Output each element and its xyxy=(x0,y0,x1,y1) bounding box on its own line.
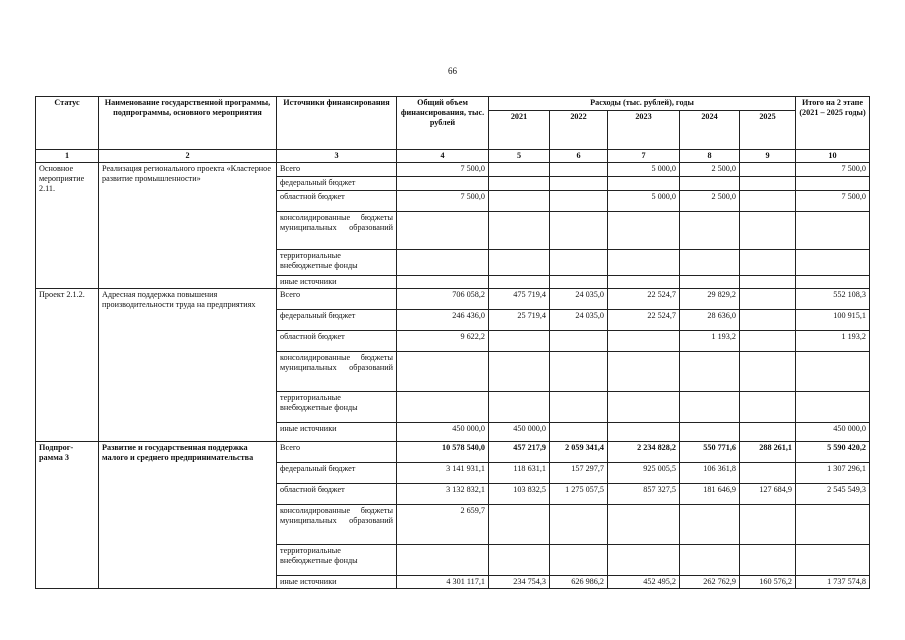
source-label: консолидированные бюджеты муниципальных образований xyxy=(277,212,397,250)
y2023-cell xyxy=(608,250,680,276)
page-number: 66 xyxy=(448,66,457,76)
stage-total-cell xyxy=(796,505,870,545)
y2021-cell xyxy=(489,250,550,276)
group-status: Проект 2.1.2. xyxy=(36,289,99,442)
source-label: консолидированные бюджеты муниципальных образований xyxy=(277,352,397,392)
source-label: Всего xyxy=(277,289,397,310)
y2022-cell xyxy=(550,191,608,212)
y2022-cell: 2 059 341,4 xyxy=(550,442,608,463)
y2024-cell: 1 193,2 xyxy=(680,331,740,352)
y2021-cell: 234 754,3 xyxy=(489,576,550,589)
header-year-2023: 2023 xyxy=(608,111,680,150)
y2022-cell xyxy=(550,250,608,276)
col-number: 4 xyxy=(397,150,489,163)
stage-total-cell xyxy=(796,545,870,576)
y2021-cell xyxy=(489,276,550,289)
y2022-cell xyxy=(550,212,608,250)
total-cell xyxy=(397,276,489,289)
col-number: 6 xyxy=(550,150,608,163)
stage-total-cell: 1 193,2 xyxy=(796,331,870,352)
stage-total-cell: 7 500,0 xyxy=(796,191,870,212)
total-cell: 3 132 832,1 xyxy=(397,484,489,505)
y2024-cell: 28 636,0 xyxy=(680,310,740,331)
y2022-cell: 1 275 057,5 xyxy=(550,484,608,505)
y2025-cell: 160 576,2 xyxy=(740,576,796,589)
col-number: 7 xyxy=(608,150,680,163)
total-cell: 246 436,0 xyxy=(397,310,489,331)
y2021-cell: 118 631,1 xyxy=(489,463,550,484)
y2025-cell xyxy=(740,250,796,276)
y2022-cell: 24 035,0 xyxy=(550,289,608,310)
stage-total-cell xyxy=(796,392,870,423)
y2024-cell xyxy=(680,545,740,576)
y2023-cell xyxy=(608,545,680,576)
total-cell: 9 622,2 xyxy=(397,331,489,352)
stage-total-cell: 5 590 420,2 xyxy=(796,442,870,463)
y2024-cell: 262 762,9 xyxy=(680,576,740,589)
header-year-2021: 2021 xyxy=(489,111,550,150)
group-name: Развитие и государственная поддержка малого и среднего предпринимательства xyxy=(99,442,277,589)
y2023-cell xyxy=(608,331,680,352)
y2023-cell: 5 000,0 xyxy=(608,191,680,212)
source-label: территориальные внебюджетные фонды xyxy=(277,250,397,276)
stage-total-cell xyxy=(796,352,870,392)
total-cell xyxy=(397,392,489,423)
y2024-cell: 2 500,0 xyxy=(680,163,740,177)
y2024-cell xyxy=(680,177,740,191)
y2023-cell xyxy=(608,423,680,442)
y2023-cell xyxy=(608,392,680,423)
col-number: 5 xyxy=(489,150,550,163)
y2023-cell: 452 495,2 xyxy=(608,576,680,589)
total-cell: 7 500,0 xyxy=(397,163,489,177)
y2022-cell xyxy=(550,331,608,352)
y2022-cell xyxy=(550,352,608,392)
y2023-cell xyxy=(608,177,680,191)
table-row xyxy=(36,289,870,310)
y2021-cell xyxy=(489,545,550,576)
y2023-cell xyxy=(608,276,680,289)
y2022-cell xyxy=(550,423,608,442)
y2024-cell: 2 500,0 xyxy=(680,191,740,212)
y2021-cell xyxy=(489,177,550,191)
col-number: 1 xyxy=(36,150,99,163)
y2025-cell xyxy=(740,212,796,250)
header-expenses: Расходы (тыс. рублей), годы xyxy=(489,97,796,111)
y2023-cell xyxy=(608,505,680,545)
y2024-cell: 106 361,8 xyxy=(680,463,740,484)
y2025-cell xyxy=(740,545,796,576)
y2022-cell xyxy=(550,163,608,177)
y2023-cell: 22 524,7 xyxy=(608,310,680,331)
header-stage-total: Итого на 2 этапе (2021 – 2025 годы) xyxy=(796,97,870,150)
y2025-cell: 288 261,1 xyxy=(740,442,796,463)
y2023-cell: 857 327,5 xyxy=(608,484,680,505)
financing-table xyxy=(35,96,870,589)
total-cell: 3 141 931,1 xyxy=(397,463,489,484)
col-number: 10 xyxy=(796,150,870,163)
y2025-cell xyxy=(740,505,796,545)
source-label: федеральный бюджет xyxy=(277,463,397,484)
group-name: Адресная поддержка повышения производительности труда на предприятиях xyxy=(99,289,277,442)
y2024-cell: 29 829,2 xyxy=(680,289,740,310)
y2025-cell xyxy=(740,163,796,177)
table-row xyxy=(36,442,870,463)
y2022-cell: 626 986,2 xyxy=(550,576,608,589)
y2024-cell xyxy=(680,212,740,250)
y2021-cell: 103 832,5 xyxy=(489,484,550,505)
y2021-cell xyxy=(489,505,550,545)
y2024-cell xyxy=(680,392,740,423)
source-label: Всего xyxy=(277,442,397,463)
y2021-cell xyxy=(489,352,550,392)
y2024-cell xyxy=(680,250,740,276)
stage-total-cell xyxy=(796,177,870,191)
total-cell xyxy=(397,352,489,392)
header-year-2024: 2024 xyxy=(680,111,740,150)
y2024-cell xyxy=(680,505,740,545)
y2025-cell xyxy=(740,191,796,212)
y2023-cell: 925 005,5 xyxy=(608,463,680,484)
source-label: Всего xyxy=(277,163,397,177)
header-year-2022: 2022 xyxy=(550,111,608,150)
y2021-cell xyxy=(489,191,550,212)
y2022-cell xyxy=(550,276,608,289)
stage-total-cell xyxy=(796,212,870,250)
stage-total-cell: 7 500,0 xyxy=(796,163,870,177)
y2024-cell: 550 771,6 xyxy=(680,442,740,463)
y2023-cell: 22 524,7 xyxy=(608,289,680,310)
y2025-cell xyxy=(740,177,796,191)
source-label: федеральный бюджет xyxy=(277,310,397,331)
y2023-cell: 2 234 828,2 xyxy=(608,442,680,463)
stage-total-cell: 450 000,0 xyxy=(796,423,870,442)
stage-total-cell xyxy=(796,250,870,276)
y2025-cell xyxy=(740,289,796,310)
y2021-cell: 457 217,9 xyxy=(489,442,550,463)
y2023-cell: 5 000,0 xyxy=(608,163,680,177)
y2021-cell xyxy=(489,212,550,250)
source-label: федеральный бюджет xyxy=(277,177,397,191)
y2023-cell xyxy=(608,212,680,250)
header-year-2025: 2025 xyxy=(740,111,796,150)
y2021-cell: 450 000,0 xyxy=(489,423,550,442)
source-label: областной бюджет xyxy=(277,484,397,505)
y2021-cell: 25 719,4 xyxy=(489,310,550,331)
source-label: территориальные внебюджетные фонды xyxy=(277,545,397,576)
header-status: Статус xyxy=(36,97,99,150)
y2025-cell xyxy=(740,423,796,442)
source-label: иные источники xyxy=(277,576,397,589)
source-label: областной бюджет xyxy=(277,191,397,212)
group-status: Основное мероприятие 2.11. xyxy=(36,163,99,289)
y2022-cell xyxy=(550,177,608,191)
header-sources: Источники финансирования xyxy=(277,97,397,150)
stage-total-cell: 1 307 296,1 xyxy=(796,463,870,484)
header-name: Наименование государственной программы, подпрограммы, основного мероприятия xyxy=(99,97,277,150)
y2022-cell xyxy=(550,505,608,545)
source-label: консолидированные бюджеты муниципальных образований xyxy=(277,505,397,545)
y2021-cell xyxy=(489,331,550,352)
stage-total-cell: 2 545 549,3 xyxy=(796,484,870,505)
total-cell xyxy=(397,545,489,576)
stage-total-cell: 552 108,3 xyxy=(796,289,870,310)
source-label: территориальные внебюджетные фонды xyxy=(277,392,397,423)
y2025-cell xyxy=(740,331,796,352)
y2024-cell xyxy=(680,276,740,289)
col-number: 2 xyxy=(99,150,277,163)
stage-total-cell: 100 915,1 xyxy=(796,310,870,331)
total-cell: 2 659,7 xyxy=(397,505,489,545)
y2024-cell xyxy=(680,423,740,442)
col-number: 9 xyxy=(740,150,796,163)
y2022-cell: 24 035,0 xyxy=(550,310,608,331)
y2022-cell: 157 297,7 xyxy=(550,463,608,484)
y2021-cell: 475 719,4 xyxy=(489,289,550,310)
y2024-cell xyxy=(680,352,740,392)
source-label: иные источники xyxy=(277,276,397,289)
y2025-cell xyxy=(740,276,796,289)
y2025-cell xyxy=(740,392,796,423)
source-label: областной бюджет xyxy=(277,331,397,352)
y2022-cell xyxy=(550,545,608,576)
table-row xyxy=(36,163,870,177)
total-cell xyxy=(397,250,489,276)
y2023-cell xyxy=(608,352,680,392)
y2025-cell xyxy=(740,352,796,392)
group-name: Реализация регионального проекта «Кластерное развитие промышленности» xyxy=(99,163,277,289)
total-cell: 7 500,0 xyxy=(397,191,489,212)
stage-total-cell xyxy=(796,276,870,289)
y2025-cell: 127 684,9 xyxy=(740,484,796,505)
y2025-cell xyxy=(740,310,796,331)
total-cell: 450 000,0 xyxy=(397,423,489,442)
stage-total-cell: 1 737 574,8 xyxy=(796,576,870,589)
y2024-cell: 181 646,9 xyxy=(680,484,740,505)
total-cell: 4 301 117,1 xyxy=(397,576,489,589)
header-total: Общий объем финансирования, тыс. рублей xyxy=(397,97,489,150)
source-label: иные источники xyxy=(277,423,397,442)
total-cell: 706 058,2 xyxy=(397,289,489,310)
col-number: 3 xyxy=(277,150,397,163)
col-number: 8 xyxy=(680,150,740,163)
total-cell xyxy=(397,177,489,191)
y2025-cell xyxy=(740,463,796,484)
total-cell xyxy=(397,212,489,250)
total-cell: 10 578 540,0 xyxy=(397,442,489,463)
y2021-cell xyxy=(489,392,550,423)
y2021-cell xyxy=(489,163,550,177)
y2022-cell xyxy=(550,392,608,423)
group-status: Подпрог-рамма 3 xyxy=(36,442,99,589)
